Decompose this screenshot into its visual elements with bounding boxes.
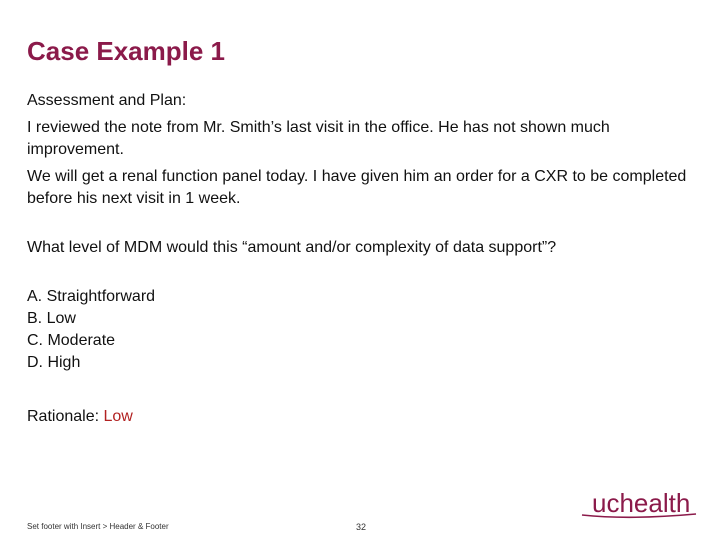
option-a: A. Straightforward bbox=[27, 288, 156, 305]
option-d: D. High bbox=[27, 354, 81, 371]
logo-text: uchealth bbox=[592, 488, 691, 518]
assessment-heading: Assessment and Plan: bbox=[27, 92, 187, 109]
mdm-question: What level of MDM would this “amount and/or complexity of data support”? bbox=[27, 239, 557, 256]
slide-title: Case Example 1 bbox=[27, 36, 226, 66]
answer-options bbox=[27, 286, 155, 374]
paragraph-review: I reviewed the note from Mr. Smith’s last visit in the office. He has not shown much improvement. bbox=[27, 119, 610, 158]
paragraph-plan: We will get a renal function panel today. I have given him an order for a CXR to be completed before his next visit in 1 week. bbox=[27, 168, 687, 207]
page-number: 32 bbox=[356, 522, 367, 532]
option-b: B. Low bbox=[27, 310, 76, 327]
footer-text: Set footer with Insert > Header & Footer bbox=[27, 522, 169, 531]
rationale bbox=[27, 406, 133, 428]
rationale-answer: Low bbox=[103, 408, 133, 425]
uchealth-logo bbox=[580, 484, 700, 524]
rationale-label: Rationale: bbox=[27, 408, 104, 425]
option-c: C. Moderate bbox=[27, 332, 116, 349]
